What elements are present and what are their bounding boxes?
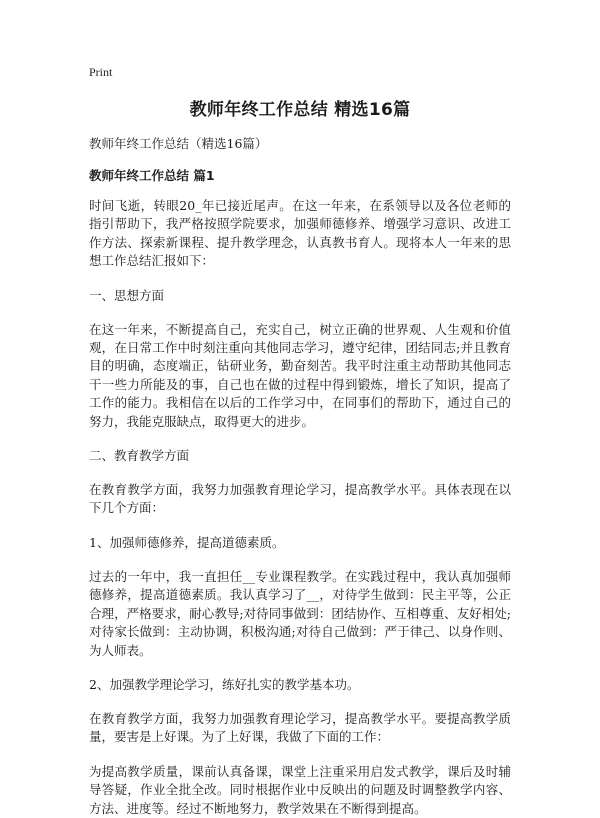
heading-ethics: 1、加强师德修养，提高道德素质。 <box>89 534 285 550</box>
paragraph-ethics: 过去的一年中，我一直担任__专业课程教学。在实践过程中，我认真加强师德修养，提高道德素质。我认真学习了__，对待学生做到：民主平等，公正合理，严格要求，耐心教导;对待同事做到：团结协作、互相尊重、友好相处;对待家长做到：主动协调，积极沟通;对待自己做到：严于律己、以身作则、为人师表。 <box>89 568 511 658</box>
document-subtitle: 教师年终工作总结（精选16篇） <box>89 136 268 151</box>
paragraph-quality: 为提高教学质量，课前认真备课，课堂上注重采用启发式教学，课后及时辅导答疑，作业全批全改。同时根据作业中反映出的问题及时调整教学内容、方法、进度等。经过不断地努力，教学效果在不断得到提高。 <box>89 763 511 816</box>
heading-teaching: 二、教育教学方面 <box>89 448 190 464</box>
paragraph-teaching-intro: 在教育教学方面，我努力加强教育理论学习，提高教学水平。具体表现在以下几个方面： <box>89 482 511 516</box>
section-heading: 教师年终工作总结 篇1 <box>89 168 215 183</box>
heading-thought: 一、思想方面 <box>89 287 165 303</box>
paragraph-intro: 时间飞逝，转眼20_年已接近尾声。在这一年来，在系领导以及各位老师的指引帮助下，我严格按照学院要求，加强师德修养、增强学习意识、改进工作方法、探索新课程、提升教学理念，认真教书育人。现将本人一年来的思想工作总结汇报如下： <box>89 198 511 269</box>
paragraph-theory: 在教育教学方面，我努力加强教育理论学习，提高教学水平。要提高教学质量，要害是上好课。为了上好课，我做了下面的工作： <box>89 710 511 745</box>
document-title: 教师年终工作总结 精选16篇 <box>189 100 411 120</box>
paragraph-thought: 在这一年来，不断提高自己，充实自己，树立正确的世界观、人生观和价值观，在日常工作中时刻注重向其他同志学习，遵守纪律，团结同志;并且教育目的明确，态度端正，钻研业务，勤奋刻苦。我平时注重主动帮助其他同志干一些力所能及的事，自己也在做的过程中得到锻炼，增长了知识，提高了工作的能力。我相信在以后的工作学习中，在同事们的帮助下，通过自己的努力，我能克服缺点，取得更大的进步。 <box>89 321 511 429</box>
print-link[interactable]: Print <box>89 65 113 79</box>
heading-theory: 2、加强教学理论学习，练好扎实的教学基本功。 <box>89 676 360 692</box>
